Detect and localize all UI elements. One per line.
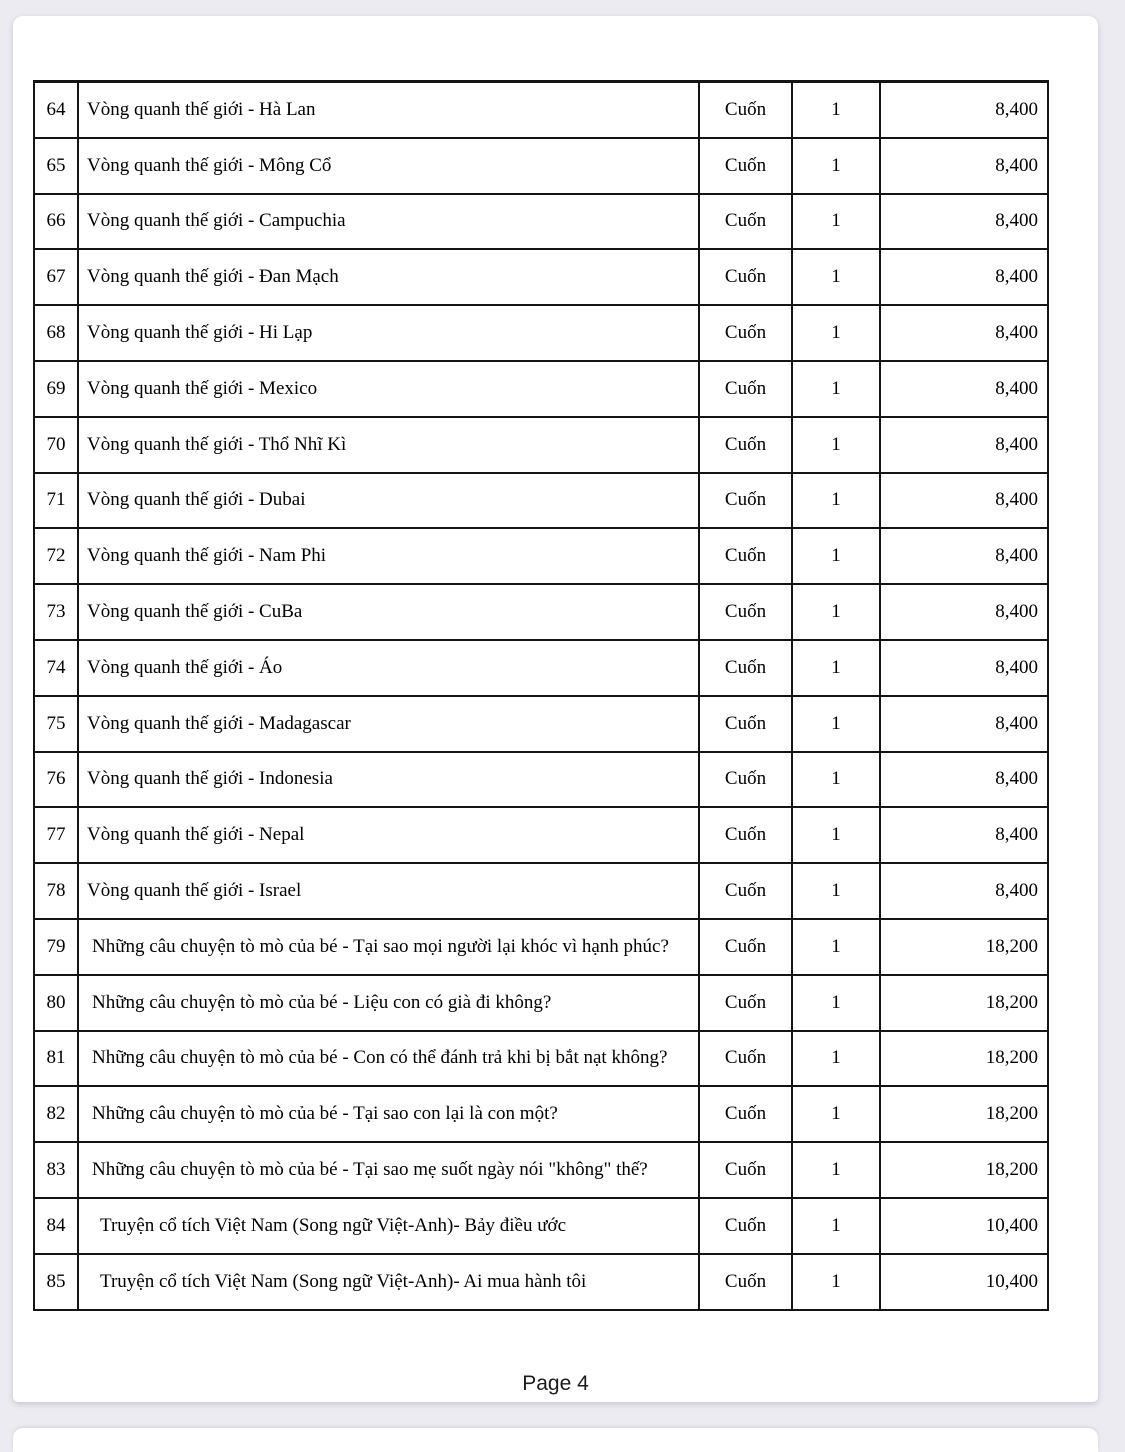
price-cell: 18,200 — [880, 919, 1048, 975]
book-title-cell: Vòng quanh thế giới - Campuchia — [78, 194, 699, 250]
table-row — [34, 249, 1048, 305]
row-number-cell: 70 — [34, 417, 78, 473]
quantity-cell: 1 — [792, 1031, 880, 1087]
quantity-cell: 1 — [792, 417, 880, 473]
row-number-cell: 73 — [34, 584, 78, 640]
table-row — [34, 863, 1048, 919]
book-title-cell: Vòng quanh thế giới - Đan Mạch — [78, 249, 699, 305]
document-page — [13, 16, 1098, 1402]
table-row — [34, 1198, 1048, 1254]
row-number-cell: 65 — [34, 138, 78, 194]
quantity-cell: 1 — [792, 1142, 880, 1198]
unit-cell: Cuốn — [699, 417, 792, 473]
unit-cell: Cuốn — [699, 361, 792, 417]
row-number-cell: 76 — [34, 752, 78, 808]
unit-cell: Cuốn — [699, 584, 792, 640]
price-cell: 8,400 — [880, 305, 1048, 361]
page-number-footer: Page 4 — [522, 1372, 589, 1395]
quantity-cell: 1 — [792, 640, 880, 696]
book-title-cell: Những câu chuyện tò mò của bé - Tại sao mọi người lại khóc vì hạnh phúc? — [78, 919, 699, 975]
table-row — [34, 975, 1048, 1031]
row-number-cell: 68 — [34, 305, 78, 361]
quantity-cell: 1 — [792, 696, 880, 752]
book-title-cell: Vòng quanh thế giới - Nepal — [78, 807, 699, 863]
price-cell: 8,400 — [880, 640, 1048, 696]
price-cell: 8,400 — [880, 752, 1048, 808]
price-cell: 10,400 — [880, 1198, 1048, 1254]
quantity-cell: 1 — [792, 1254, 880, 1310]
table-row — [34, 417, 1048, 473]
price-cell: 8,400 — [880, 473, 1048, 529]
row-number-cell: 81 — [34, 1031, 78, 1087]
quantity-cell: 1 — [792, 752, 880, 808]
price-cell: 18,200 — [880, 1031, 1048, 1087]
price-cell: 8,400 — [880, 249, 1048, 305]
book-title-cell: Những câu chuyện tò mò của bé - Tại sao mẹ suốt ngày nói "không" thế? — [78, 1142, 699, 1198]
quantity-cell: 1 — [792, 1086, 880, 1142]
price-cell: 8,400 — [880, 528, 1048, 584]
unit-cell: Cuốn — [699, 249, 792, 305]
unit-cell: Cuốn — [699, 473, 792, 529]
unit-cell: Cuốn — [699, 696, 792, 752]
row-number-cell: 80 — [34, 975, 78, 1031]
price-cell: 8,400 — [880, 417, 1048, 473]
book-title-cell: Vòng quanh thế giới - Dubai — [78, 473, 699, 529]
unit-cell: Cuốn — [699, 863, 792, 919]
row-number-cell: 71 — [34, 473, 78, 529]
book-title-cell: Vòng quanh thế giới - Áo — [78, 640, 699, 696]
unit-cell: Cuốn — [699, 82, 792, 138]
unit-cell: Cuốn — [699, 1031, 792, 1087]
price-cell: 8,400 — [880, 807, 1048, 863]
table-row — [34, 640, 1048, 696]
next-page-top-edge — [13, 1428, 1098, 1452]
table-row — [34, 807, 1048, 863]
table-row — [34, 752, 1048, 808]
unit-cell: Cuốn — [699, 752, 792, 808]
unit-cell: Cuốn — [699, 807, 792, 863]
book-title-cell: Truyện cổ tích Việt Nam (Song ngữ Việt-Anh)- Bảy điều ước — [78, 1198, 699, 1254]
price-cell: 8,400 — [880, 863, 1048, 919]
book-title-cell: Những câu chuyện tò mò của bé - Liệu con có già đi không? — [78, 975, 699, 1031]
unit-cell: Cuốn — [699, 1254, 792, 1310]
table-row — [34, 1254, 1048, 1310]
quantity-cell: 1 — [792, 863, 880, 919]
table-row — [34, 305, 1048, 361]
table-row — [34, 82, 1048, 138]
book-title-cell: Vòng quanh thế giới - Nam Phi — [78, 528, 699, 584]
book-title-cell: Những câu chuyện tò mò của bé - Tại sao con lại là con một? — [78, 1086, 699, 1142]
unit-cell: Cuốn — [699, 975, 792, 1031]
row-number-cell: 84 — [34, 1198, 78, 1254]
row-number-cell: 75 — [34, 696, 78, 752]
table-row — [34, 1031, 1048, 1087]
quantity-cell: 1 — [792, 807, 880, 863]
row-number-cell: 66 — [34, 194, 78, 250]
price-cell: 10,400 — [880, 1254, 1048, 1310]
book-title-cell: Những câu chuyện tò mò của bé - Con có thể đánh trả khi bị bắt nạt không? — [78, 1031, 699, 1087]
book-list-table — [33, 80, 1049, 1311]
book-title-cell: Vòng quanh thế giới - Madagascar — [78, 696, 699, 752]
price-cell: 18,200 — [880, 975, 1048, 1031]
unit-cell: Cuốn — [699, 528, 792, 584]
table-row — [34, 361, 1048, 417]
quantity-cell: 1 — [792, 919, 880, 975]
book-title-cell: Vòng quanh thế giới - Hi Lạp — [78, 305, 699, 361]
table-row — [34, 473, 1048, 529]
price-cell: 8,400 — [880, 82, 1048, 138]
table-row — [34, 194, 1048, 250]
unit-cell: Cuốn — [699, 305, 792, 361]
row-number-cell: 74 — [34, 640, 78, 696]
unit-cell: Cuốn — [699, 138, 792, 194]
quantity-cell: 1 — [792, 1198, 880, 1254]
quantity-cell: 1 — [792, 528, 880, 584]
quantity-cell: 1 — [792, 361, 880, 417]
table-row — [34, 1142, 1048, 1198]
book-title-cell: Vòng quanh thế giới - Israel — [78, 863, 699, 919]
unit-cell: Cuốn — [699, 640, 792, 696]
row-number-cell: 85 — [34, 1254, 78, 1310]
quantity-cell: 1 — [792, 473, 880, 529]
book-title-cell: Vòng quanh thế giới - Mexico — [78, 361, 699, 417]
quantity-cell: 1 — [792, 249, 880, 305]
price-cell: 8,400 — [880, 696, 1048, 752]
quantity-cell: 1 — [792, 82, 880, 138]
quantity-cell: 1 — [792, 305, 880, 361]
row-number-cell: 69 — [34, 361, 78, 417]
price-cell: 18,200 — [880, 1142, 1048, 1198]
quantity-cell: 1 — [792, 975, 880, 1031]
row-number-cell: 72 — [34, 528, 78, 584]
book-title-cell: Vòng quanh thế giới - Thổ Nhĩ Kì — [78, 417, 699, 473]
row-number-cell: 79 — [34, 919, 78, 975]
row-number-cell: 67 — [34, 249, 78, 305]
unit-cell: Cuốn — [699, 919, 792, 975]
table-row — [34, 696, 1048, 752]
table-row — [34, 1086, 1048, 1142]
row-number-cell: 77 — [34, 807, 78, 863]
book-title-cell: Vòng quanh thế giới - CuBa — [78, 584, 699, 640]
row-number-cell: 83 — [34, 1142, 78, 1198]
price-cell: 8,400 — [880, 361, 1048, 417]
table-row — [34, 919, 1048, 975]
table-row — [34, 138, 1048, 194]
price-cell: 8,400 — [880, 138, 1048, 194]
quantity-cell: 1 — [792, 584, 880, 640]
quantity-cell: 1 — [792, 138, 880, 194]
unit-cell: Cuốn — [699, 1198, 792, 1254]
book-title-cell: Vòng quanh thế giới - Hà Lan — [78, 82, 699, 138]
book-title-cell: Vòng quanh thế giới - Indonesia — [78, 752, 699, 808]
price-cell: 8,400 — [880, 194, 1048, 250]
unit-cell: Cuốn — [699, 1142, 792, 1198]
table-row — [34, 528, 1048, 584]
unit-cell: Cuốn — [699, 1086, 792, 1142]
price-cell: 8,400 — [880, 584, 1048, 640]
price-cell: 18,200 — [880, 1086, 1048, 1142]
book-title-cell: Truyện cổ tích Việt Nam (Song ngữ Việt-Anh)- Ai mua hành tôi — [78, 1254, 699, 1310]
row-number-cell: 64 — [34, 82, 78, 138]
quantity-cell: 1 — [792, 194, 880, 250]
unit-cell: Cuốn — [699, 194, 792, 250]
book-title-cell: Vòng quanh thế giới - Mông Cổ — [78, 138, 699, 194]
table-row — [34, 584, 1048, 640]
row-number-cell: 82 — [34, 1086, 78, 1142]
table-body — [34, 82, 1048, 1310]
row-number-cell: 78 — [34, 863, 78, 919]
